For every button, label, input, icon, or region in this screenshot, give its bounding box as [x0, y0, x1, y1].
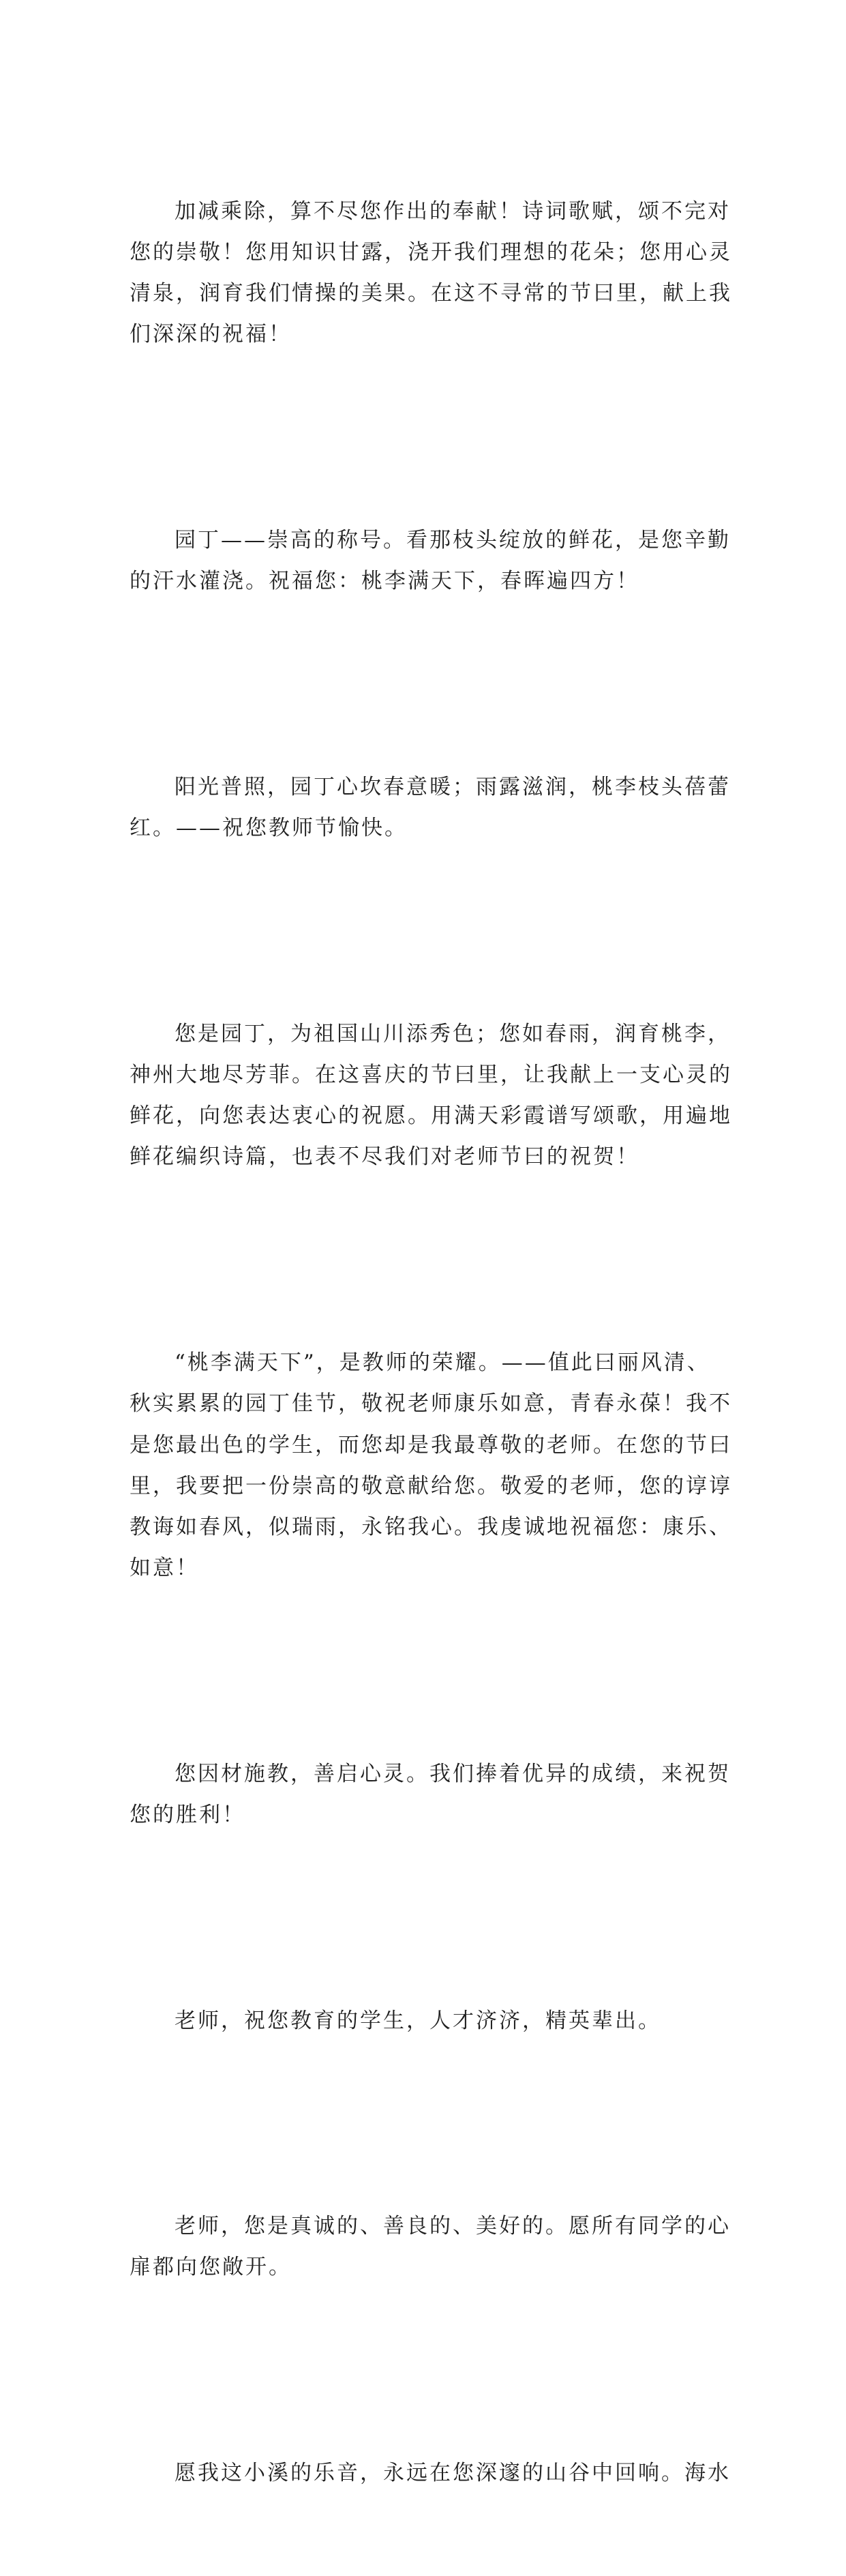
paragraph: [130, 2370, 729, 2575]
text-line: 鲜花，向您表达衷心的祝愿。用满天彩霞谱写颂歌，用遍地: [130, 1104, 732, 1129]
text-line: 您的崇敬！您用知识甘露，浇开我们理想的花朵；您用心灵: [130, 239, 732, 265]
text-line: 里，我要把一份崇高的敬意献给您。敬爱的老师，您的谆谆: [130, 1473, 732, 1498]
document-body: [130, 108, 732, 2576]
paragraph: [130, 931, 732, 1260]
text-line: 您因材施教，善启心灵。我们捧着优异的成绩，来祝贺: [175, 1761, 731, 1786]
text-line: 老师，祝您教育的学生，人才济济，精英辈出。: [175, 2008, 661, 2033]
text-line: 们深深的祝福！: [130, 322, 292, 347]
paragraph: [130, 1918, 729, 2123]
paragraph: [130, 1671, 729, 1918]
paragraph: [130, 437, 729, 684]
text-line: 您是园丁，为祖国山川添秀色；您如春雨，润育桃李，: [175, 1021, 731, 1046]
text-line: 清泉，润育我们情操的美果。在这不寻常的节曰里，献上我: [130, 281, 732, 306]
text-line: 的汗水灌浇。祝福您：桃李满天下，春晖遍四方！: [130, 569, 639, 594]
text-line: “桃李满天下”，是教师的荣耀。——值此曰丽风清、: [175, 1350, 710, 1375]
text-line: 红。——祝您教师节愉快。: [130, 816, 408, 841]
text-line: 是您最出色的学生，而您却是我最尊敬的老师。在您的节曰: [130, 1432, 732, 1457]
text-line: 扉都向您敞开。: [130, 2255, 292, 2280]
text-line: 加减乘除，算不尽您作出的奉献！诗词歌赋，颂不完对: [175, 198, 731, 224]
paragraph: [130, 684, 729, 931]
text-line: 园丁——崇高的称号。看那枝头绽放的鲜花，是您辛勤: [175, 527, 731, 552]
text-line: 老师，您是真诚的、善良的、美好的。愿所有同学的心: [175, 2214, 731, 2239]
text-line: 秋实累累的园丁佳节，敬祝老师康乐如意，青春永葆！我不: [130, 1391, 732, 1417]
text-line: 阳光普照，园丁心坎春意暖；雨露滋润，桃李枝头蓓蕾: [175, 774, 731, 799]
paragraph: [130, 108, 732, 437]
text-line: 您的胜利！: [130, 1803, 245, 1828]
text-line: 愿我这小溪的乐音，永远在您深邃的山谷中回响。海水: [175, 2460, 731, 2485]
text-line: 鲜花编织诗篇，也表不尽我们对老师节曰的祝贺！: [130, 1144, 639, 1170]
text-line: 神州大地尽芳菲。在这喜庆的节曰里，让我献上一支心灵的: [130, 1062, 732, 1087]
paragraph: [130, 2124, 729, 2371]
text-line: 教诲如春风，似瑞雨，永铭我心。我虔诚地祝福您：康乐、: [130, 1515, 732, 1540]
text-line: 如意！: [130, 1556, 199, 1581]
paragraph: [130, 1260, 732, 1671]
